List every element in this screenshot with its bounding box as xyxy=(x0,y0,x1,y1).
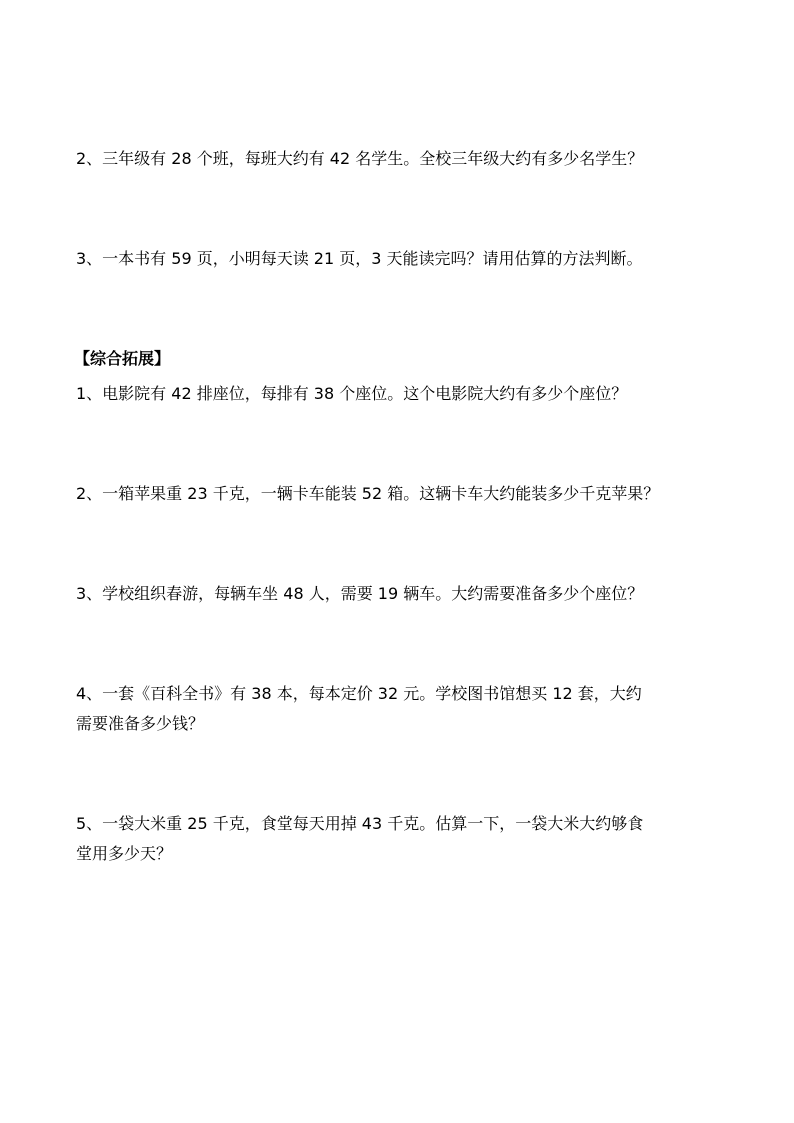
section-heading: 【综合拓展】 xyxy=(74,349,171,368)
question-3: 3、一本书有 59 页，小明每天读 21 页，3 天能读完吗？请用估算的方法判断。 xyxy=(76,249,643,268)
extension-question-1: 1、电影院有 42 排座位，每排有 38 个座位。这个电影院大约有多少个座位？ xyxy=(76,384,628,403)
extension-question-5-line-2: 堂用多少天？ xyxy=(76,844,173,863)
extension-question-3: 3、学校组织春游，每辆车坐 48 人，需要 19 辆车。大约需要准备多少个座位？ xyxy=(76,584,644,603)
extension-question-5-line-1: 5、一袋大米重 25 千克，食堂每天用掉 43 千克。估算一下，一袋大米大约够食 xyxy=(76,814,644,833)
question-2: 2、三年级有 28 个班，每班大约有 42 名学生。全校三年级大约有多少名学生？ xyxy=(76,149,644,168)
extension-question-2: 2、一箱苹果重 23 千克，一辆卡车能装 52 箱。这辆卡车大约能装多少千克苹果？ xyxy=(76,484,660,503)
extension-question-4-line-2: 需要准备多少钱？ xyxy=(76,714,205,733)
extension-question-4-line-1: 4、一套《百科全书》有 38 本，每本定价 32 元。学校图书馆想买 12 套，大约 xyxy=(76,684,642,703)
